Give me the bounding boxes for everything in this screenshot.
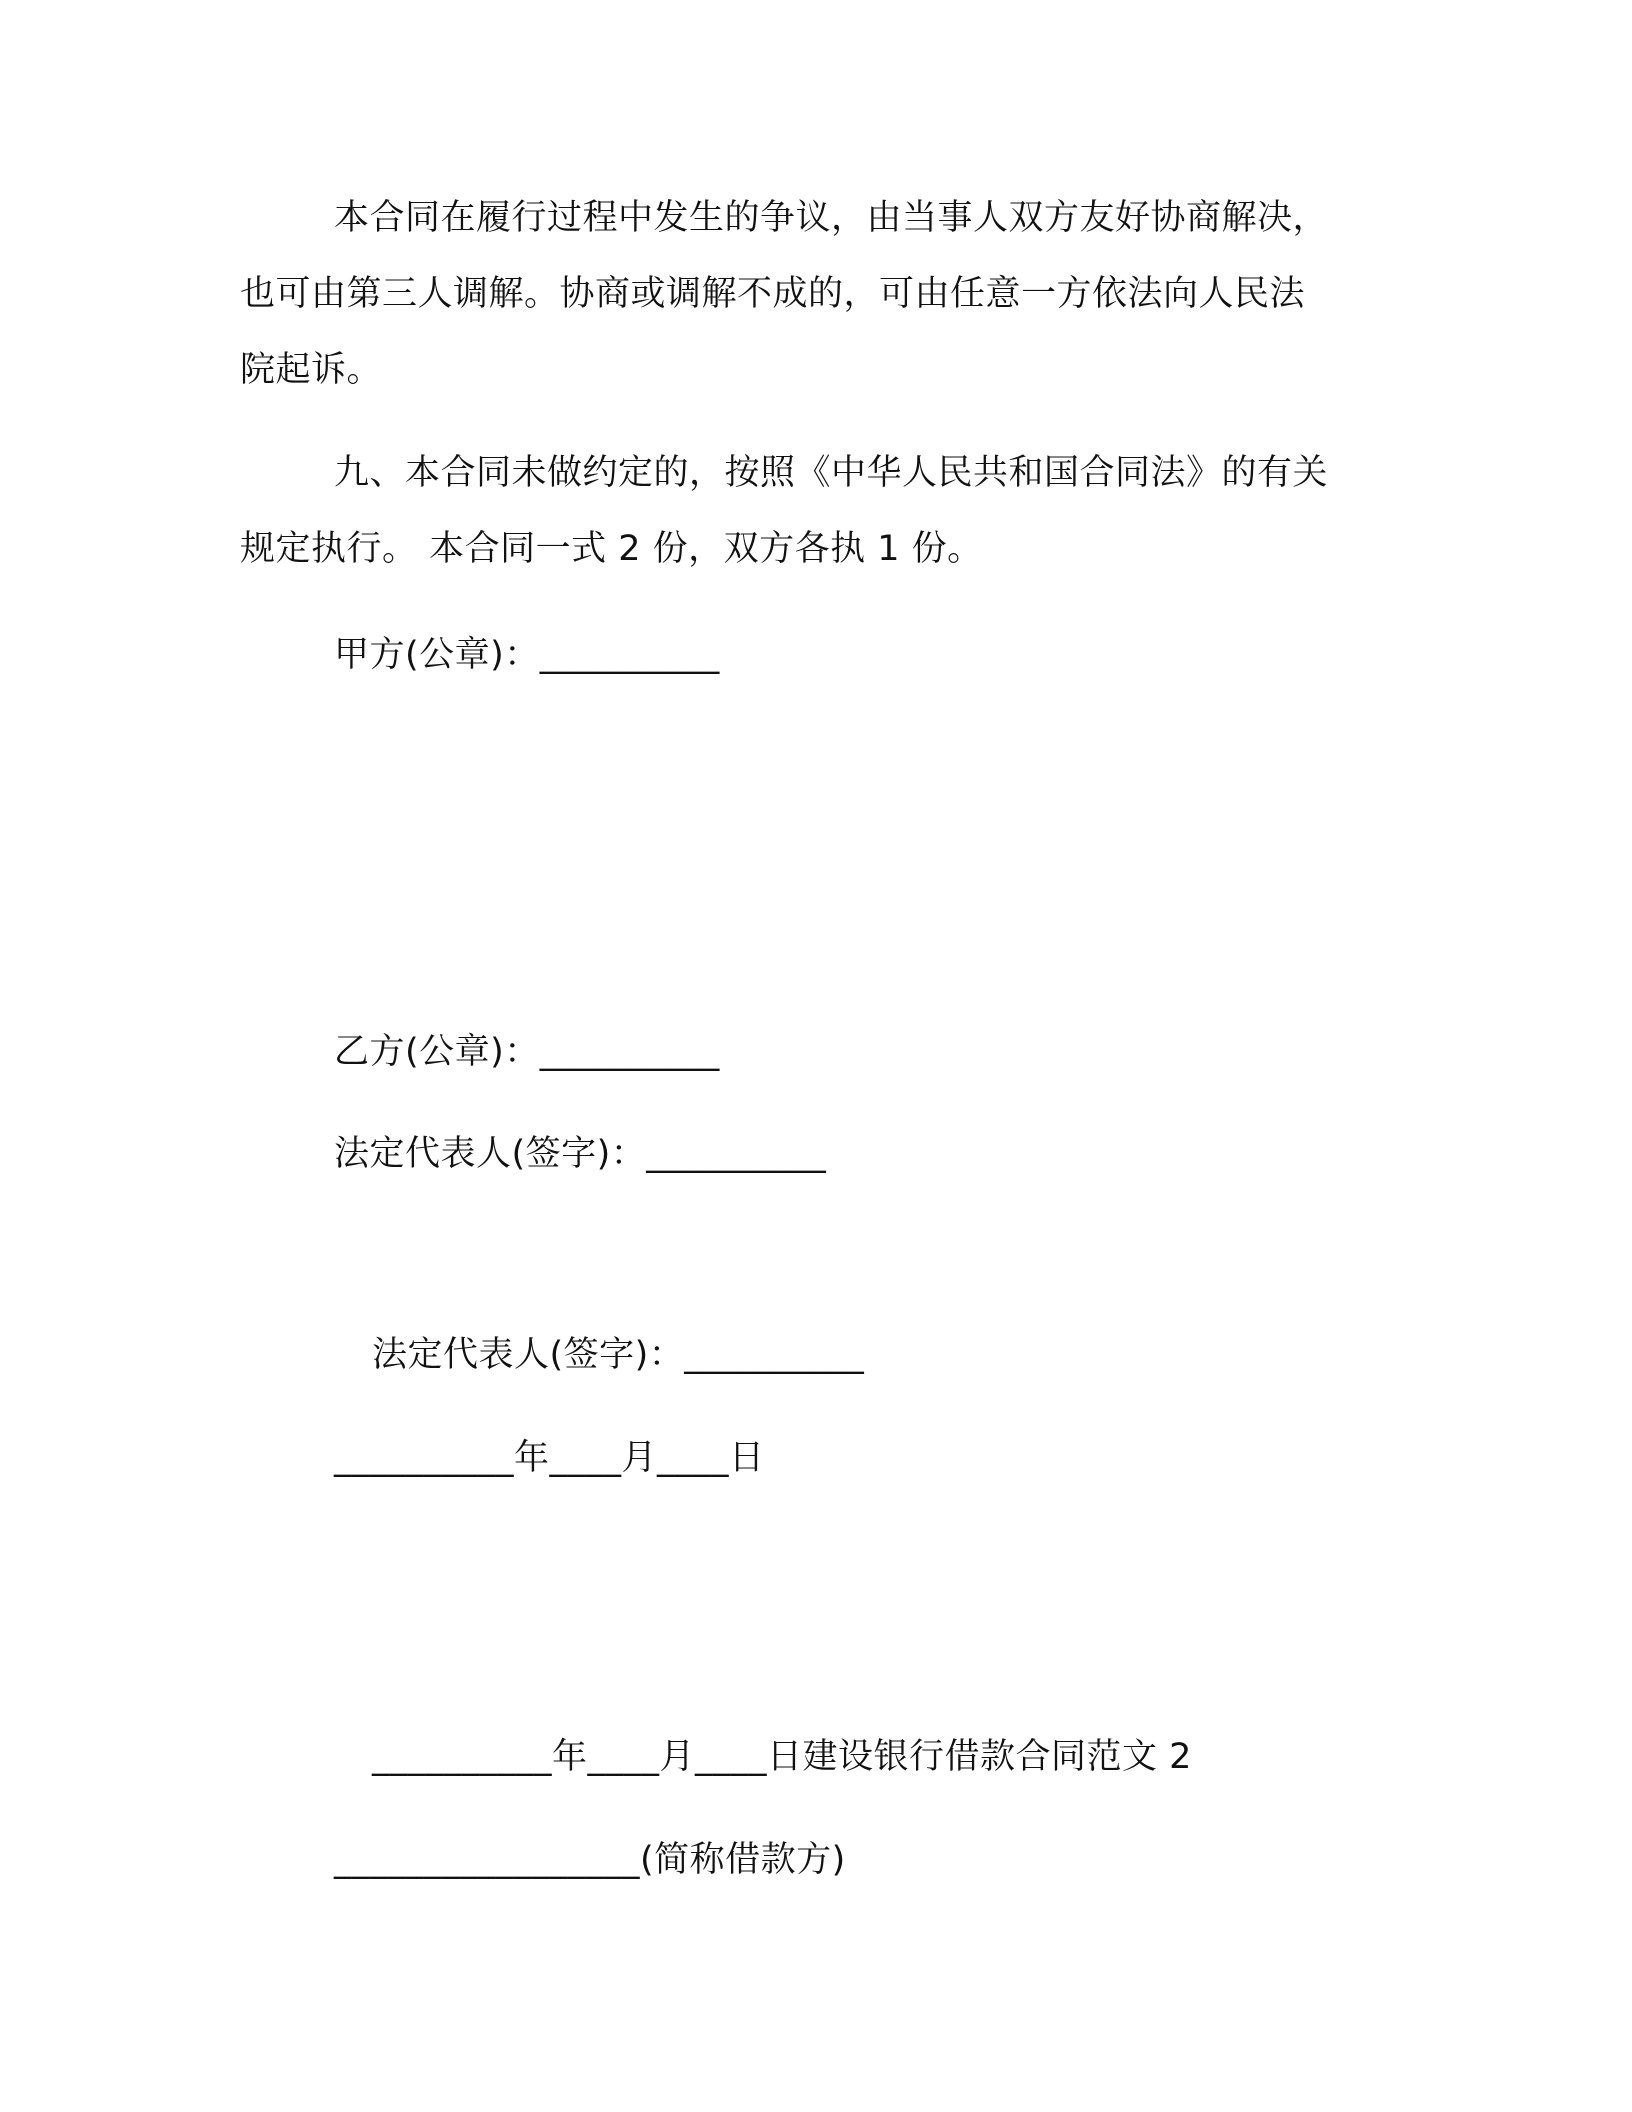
date-line: __________年____月____日 [334,1438,765,1478]
paragraph-8-line-1: 本合同在履行过程中发生的争议，由当事人双方友好协商解决， [334,198,1329,238]
paragraph-8-line-2: 也可由第三人调解。协商或调解不成的，可由任意一方依法向人民法 [240,274,1306,314]
paragraph-8-line-3: 院起诉。 [240,350,383,390]
paragraph-9-line-2: 规定执行。 本合同一式 2 份，双方各执 1 份。 [240,529,983,569]
borrower-line: _________________(简称借款方) [334,1840,846,1880]
legal-representative-line-2: 法定代表人(签字)：__________ [372,1335,865,1375]
legal-representative-line-1: 法定代表人(签字)：__________ [334,1134,827,1174]
paragraph-9-line-1: 九、本合同未做约定的，按照《中华人民共和国合同法》的有关 [334,453,1329,493]
next-contract-title: __________年____月____日建设银行借款合同范文 2 [372,1737,1192,1777]
party-b-seal-line: 乙方(公章)：__________ [334,1032,720,1072]
party-a-seal-line: 甲方(公章)：__________ [334,635,720,675]
